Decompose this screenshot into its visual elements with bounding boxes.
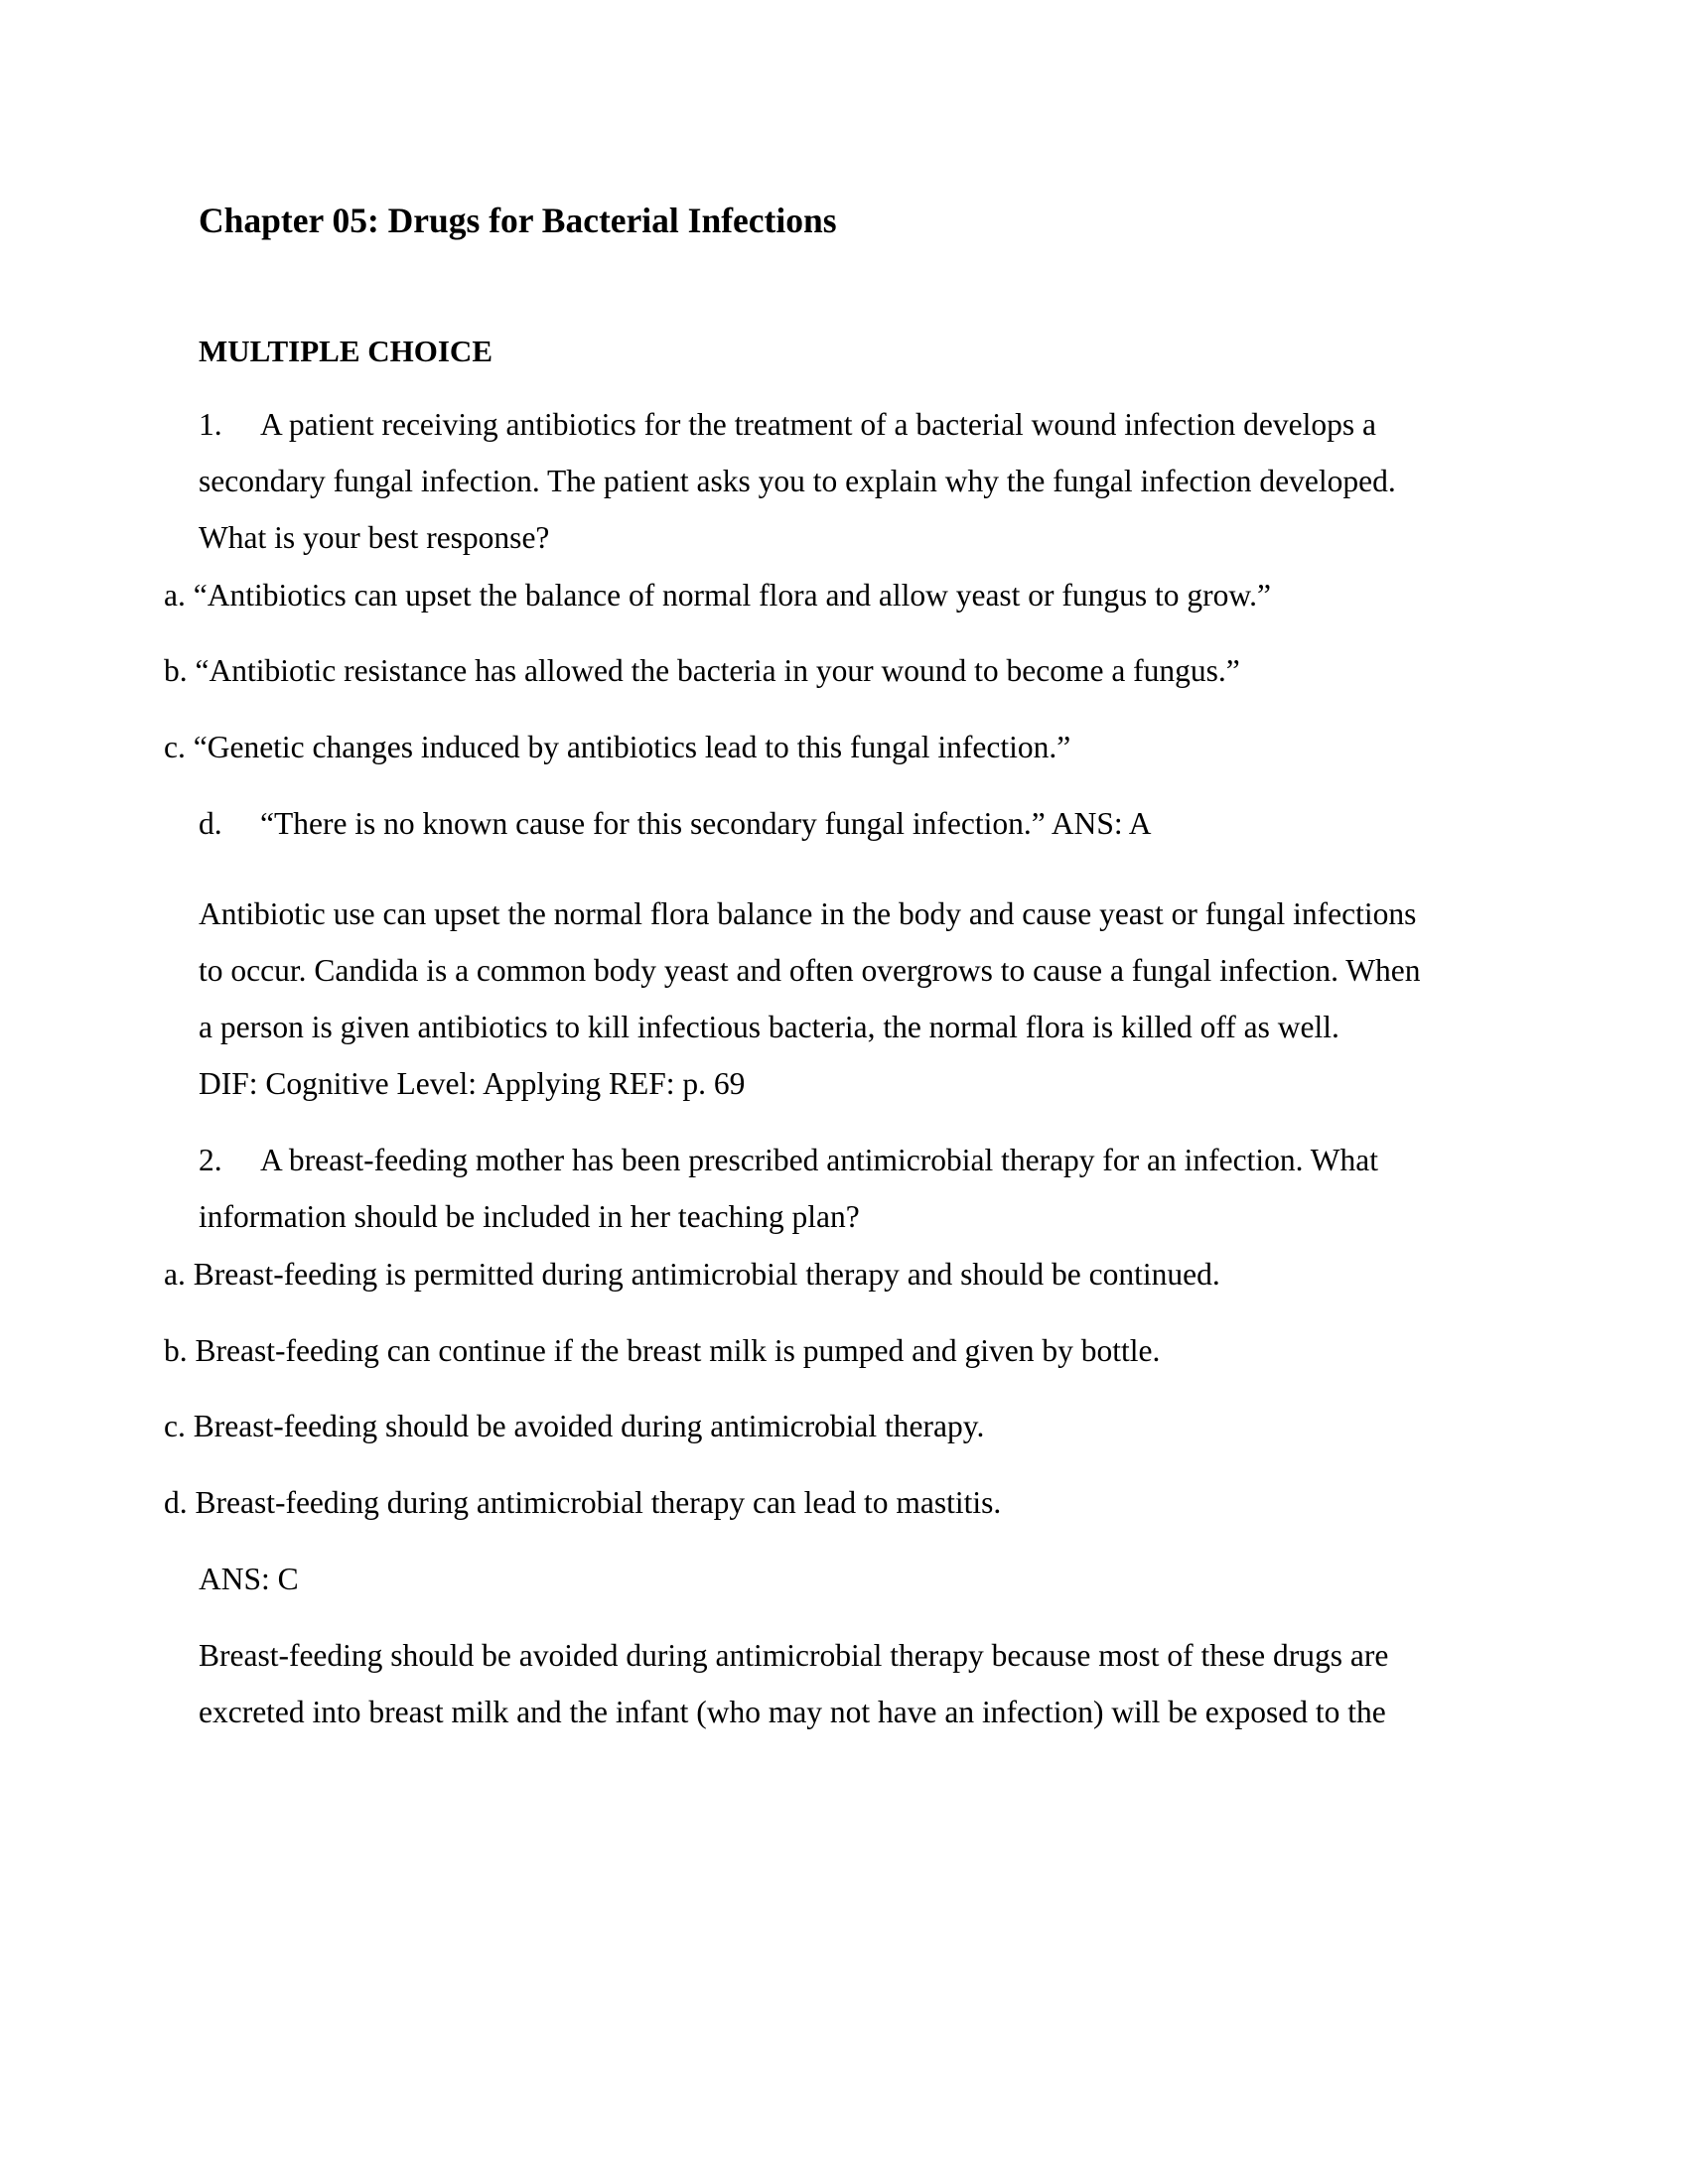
question-number: 1. bbox=[199, 407, 222, 442]
question-number: 2. bbox=[199, 1143, 222, 1177]
answer-option-a: a. “Antibiotics can upset the balance of normal flora and allow yeast or fungus to grow.” bbox=[164, 578, 1271, 613]
answer-option-c: c. Breast-feeding should be avoided during antimicrobial therapy. bbox=[164, 1409, 985, 1443]
rationale-line: Breast-feeding should be avoided during antimicrobial therapy because most of these drugs are bbox=[199, 1638, 1389, 1673]
answer-option-d: d. Breast-feeding during antimicrobial therapy can lead to mastitis. bbox=[164, 1485, 1002, 1520]
question-stem-line: secondary fungal infection. The patient asks you to explain why the fungal infection developed. bbox=[199, 464, 1396, 498]
answer-option-b: b. Breast-feeding can continue if the breast milk is pumped and given by bottle. bbox=[164, 1333, 1161, 1368]
question-stem-line: A breast-feeding mother has been prescribed antimicrobial therapy for an infection. What bbox=[260, 1143, 1378, 1177]
section-heading: MULTIPLE CHOICE bbox=[199, 334, 492, 368]
chapter-title: Chapter 05: Drugs for Bacterial Infections bbox=[199, 201, 837, 240]
rationale-line: a person is given antibiotics to kill infectious bacteria, the normal flora is killed off as well. bbox=[199, 1010, 1339, 1044]
rationale-line: to occur. Candida is a common body yeast and often overgrows to cause a fungal infection. When bbox=[199, 953, 1421, 988]
answer-option-d: “There is no known cause for this secondary fungal infection.” ANS: A bbox=[260, 806, 1152, 841]
rationale-line: Antibiotic use can upset the normal flora balance in the body and cause yeast or fungal infections bbox=[199, 896, 1417, 931]
answer-option-c: c. “Genetic changes induced by antibiotics lead to this fungal infection.” bbox=[164, 730, 1071, 764]
answer-option-b: b. “Antibiotic resistance has allowed the bacteria in your wound to become a fungus.” bbox=[164, 653, 1240, 688]
answer-option-a: a. Breast-feeding is permitted during antimicrobial therapy and should be continued. bbox=[164, 1257, 1220, 1292]
rationale-line: excreted into breast milk and the infant (who may not have an infection) will be exposed to the bbox=[199, 1695, 1386, 1729]
question-meta: DIF: Cognitive Level: Applying REF: p. 69 bbox=[199, 1066, 746, 1101]
answer-key: ANS: C bbox=[199, 1562, 299, 1596]
answer-option-d-label: d. bbox=[199, 806, 222, 841]
question-stem-line: A patient receiving antibiotics for the treatment of a bacterial wound infection develops a bbox=[260, 407, 1376, 442]
question-stem-line: information should be included in her teaching plan? bbox=[199, 1199, 860, 1234]
question-stem-line: What is your best response? bbox=[199, 520, 550, 555]
